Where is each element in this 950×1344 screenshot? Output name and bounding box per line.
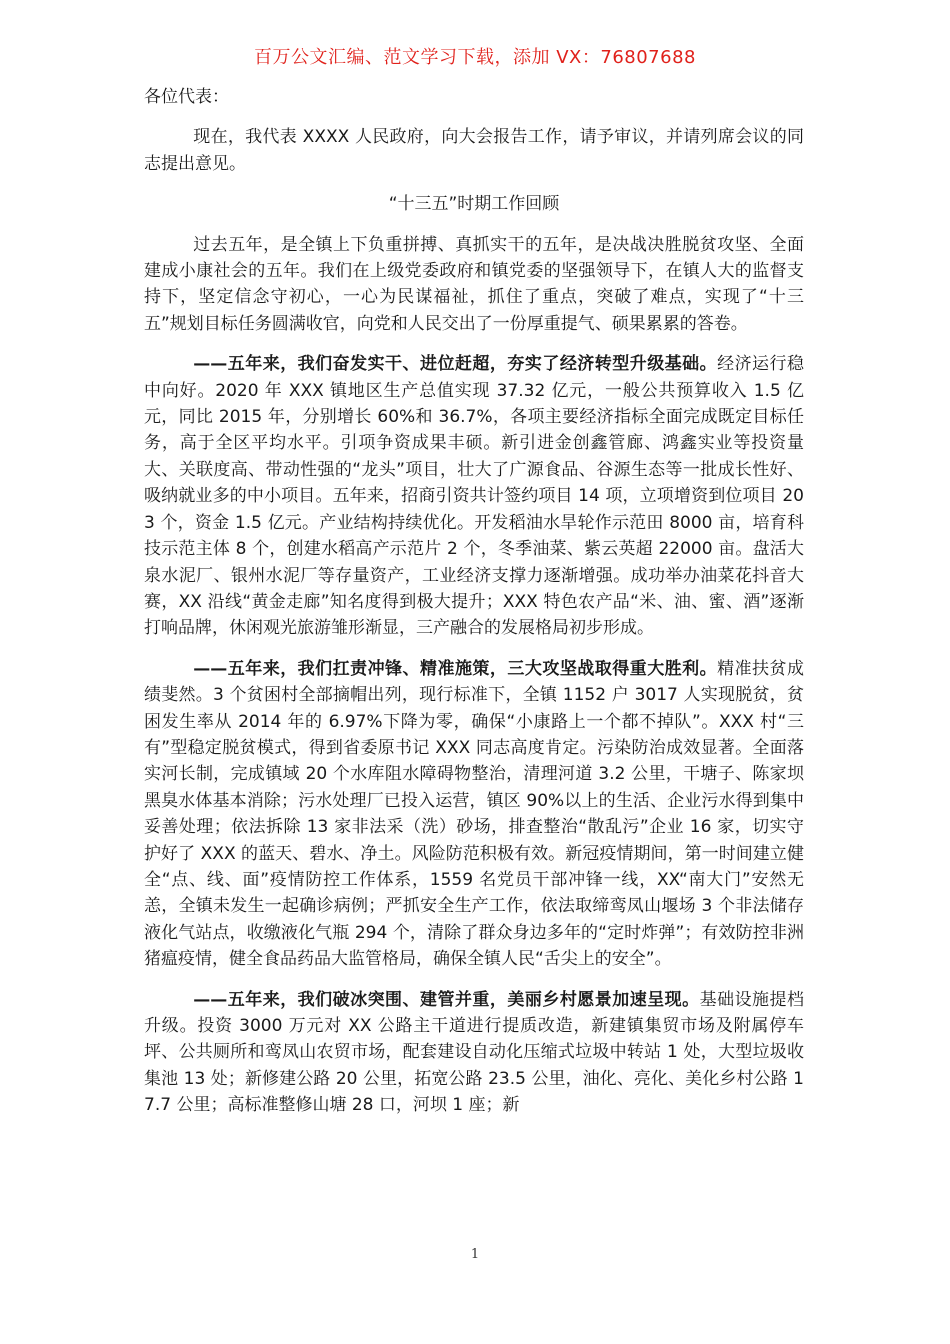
paragraph-economy [144, 351, 804, 641]
document-body [144, 84, 804, 1119]
paragraph-text: 精准扶贫成绩斐然。3 个贫困村全部摘帽出列，现行标准下，全镇 1152 户 3017 人实现脱贫，贫困发生率从 2014 年的 6.97%下降为零，确保“小康路上一个都不掉队”。XXX 村“三有”型稳定脱贫模式，得到省委原书记 XXX 同志高度肯定。污染防治成效显著。全面落实河长制，完成镇域 20 个水库阻水障碍物整治，清理河道 3.2 公里，干塘子、陈家坝黑臭水体基本消除；污水处理厂已投入运营，镇区 90%以上的生活、企业污水得到集中妥善处理；依法拆除 13 家非法采（洗）砂场，排查整治“散乱污”企业 16 家，切实守护好了 XXX 的蓝天、碧水、净土。风险防范积极有效。新冠疫情期间，第一时间建立健全“点、线、面”疫情防控工作体系，1559 名党员干部冲锋一线，XX“南大门”安然无恙，全镇未发生一起确诊病例；严抓安全生产工作，依法取缔鸾凤山堰场 3 个非法储存液化气站点，收缴液化气瓶 294 个，清除了群众身边多年的“定时炸弹”；有效防控非洲猪瘟疫情，健全食品药品大监管格局，确保全镇人民“舌尖上的安全”。 [144, 658, 805, 970]
paragraph-lead: ——五年来，我们奋发实干、进位赶超，夯实了经济转型升级基础。 [193, 354, 718, 375]
summary-paragraph: 过去五年，是全镇上下负重拼搏、真抓实干的五年，是决战决胜脱贫攻坚、全面建成小康社会的五年。我们在上级党委政府和镇党委的坚强领导下，在镇人大的监督支持下，坚定信念守初心，一心为民谋福祉，抓住了重点，突破了难点，实现了“十三五”规划目标任务圆满收官，向党和人民交出了一份厚重提气、硕果累累的答卷。 [144, 234, 804, 334]
intro-paragraph: 现在，我代表 XXXX 人民政府，向大会报告工作，请予审议，并请列席会议的同志提出意见。 [144, 127, 804, 174]
paragraph-lead: ——五年来，我们扛责冲锋、精准施策，三大攻坚战取得重大胜利。 [193, 658, 718, 679]
paragraph-lead: ——五年来，我们破冰突围、建管并重，美丽乡村愿景加速呈现。 [193, 989, 700, 1010]
paragraph-three-battles [144, 656, 804, 973]
paragraph-text: 经济运行稳中向好。2020 年 XXX 镇地区生产总值实现 37.32 亿元，一般公共预算收入 1.5 亿元，同比 2015 年，分别增长 60%和 36.7%，各项主要经济指标全面完成既定目标任务，高于全区平均水平。引项争资成果丰硕。新引进金创鑫管廊、鸿鑫实业等投资量大、关联度高、带动性强的“龙头”项目，壮大了广源食品、谷源生态等一批成长性好、吸纳就业多的中小项目。五年来，招商引资共计签约项目 14 项，立项增资到位项目 203 个，资金 1.5 亿元。产业结构持续优化。开发稻油水旱轮作示范田 8000 亩，培育科技示范主体 8 个，创建水稻高产示范片 2 个，冬季油菜、紫云英超 22000 亩。盘活大泉水泥厂、银州水泥厂等存量资产，工业经济支撑力逐渐增强。成功举办油菜花抖音大赛，XX 沿线“黄金走廊”知名度得到极大提升；XXX 特色农产品“米、油、蜜、酒”逐渐打响品牌，休闲观光旅游雏形渐显，三产融合的发展格局初步形成。 [144, 354, 805, 639]
header-banner: 百万公文汇编、范文学习下载，添加 VX：76807688 [254, 47, 696, 68]
paragraph-text: 基础设施提档升级。投资 3000 万元对 XX 公路主干道进行提质改造，新建镇集贸市场及附属停车坪、公共厕所和鸾凤山农贸市场，配套建设自动化压缩式垃圾中转站 1 处，大型垃圾收集池 13 处；新修建公路 20 公里，拓宽公路 23.5 公里，油化、亮化、美化乡村公路 17.7 公里；高标准整修山塘 28 口，河坝 1 座；新 [144, 989, 805, 1116]
page-number: 1 [470, 1247, 480, 1262]
salutation: 各位代表： [144, 87, 229, 107]
section-title: “十三五”时期工作回顾 [388, 194, 560, 215]
paragraph-rural-vision [144, 987, 804, 1119]
